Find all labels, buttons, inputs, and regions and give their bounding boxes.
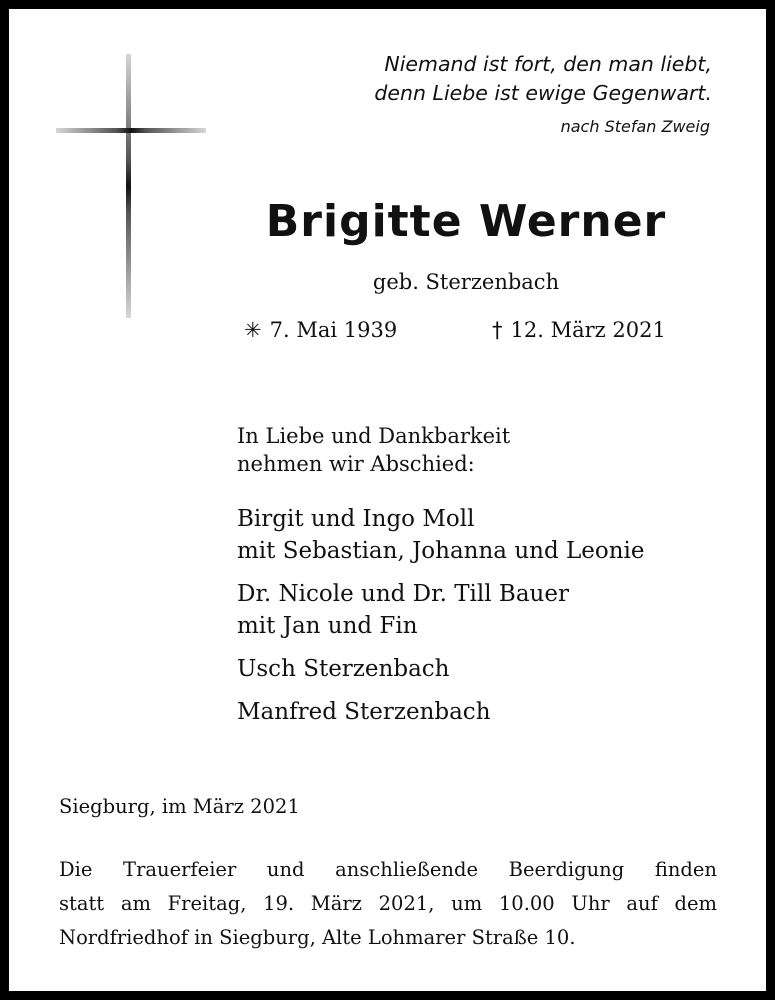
death-date xyxy=(492,318,666,342)
mourner-line: Dr. Nicole und Dr. Till Bauer xyxy=(237,581,569,607)
death-dagger-icon: † xyxy=(492,318,503,342)
mourner-line: mit Jan und Fin xyxy=(237,613,418,639)
cross-icon xyxy=(56,54,206,318)
cross-vertical-beam xyxy=(126,54,131,318)
birth-star-icon: ✳ xyxy=(244,318,262,342)
mourner-line: mit Sebastian, Johanna und Leonie xyxy=(237,538,645,564)
mourner-group-usch xyxy=(237,653,645,685)
notice-line-2: statt am Freitag, 19. März 2021, um 10.00 Uhr auf dem xyxy=(59,892,717,915)
intro-line-1: In Liebe und Dankbarkeit xyxy=(237,424,511,448)
mourner-group-bauer xyxy=(237,578,645,642)
notice-line-3: Nordfriedhof in Siegburg, Alte Lohmarer Straße 10. xyxy=(59,926,576,949)
mourner-line: Usch Sterzenbach xyxy=(237,656,450,682)
funeral-notice xyxy=(59,853,717,955)
place-and-date: Siegburg, im März 2021 xyxy=(59,795,300,818)
notice-line-1: Die Trauerfeier und anschließende Beerdigung finden xyxy=(59,858,717,881)
death-date-text: 12. März 2021 xyxy=(510,318,666,342)
mourner-group-manfred xyxy=(237,696,645,728)
mourner-group-moll xyxy=(237,503,645,567)
cross-horizontal-beam xyxy=(56,128,206,133)
birth-date-text: 7. Mai 1939 xyxy=(269,318,398,342)
quote-line-1: Niemand ist fort, den man liebt, xyxy=(384,52,712,76)
quote-author: nach Stefan Zweig xyxy=(560,117,710,136)
mourner-line: Birgit und Ingo Moll xyxy=(237,506,475,532)
deceased-name: Brigitte Werner xyxy=(265,196,667,247)
mourner-line: Manfred Sterzenbach xyxy=(237,699,491,725)
memorial-quote xyxy=(280,50,712,108)
intro-line-2: nehmen wir Abschied: xyxy=(237,452,475,476)
birth-name: geb. Sterzenbach xyxy=(372,270,560,294)
farewell-intro xyxy=(237,422,510,478)
quote-line-2: denn Liebe ist ewige Gegenwart. xyxy=(374,81,712,105)
mourners-list xyxy=(237,503,645,739)
birth-date xyxy=(244,318,397,342)
